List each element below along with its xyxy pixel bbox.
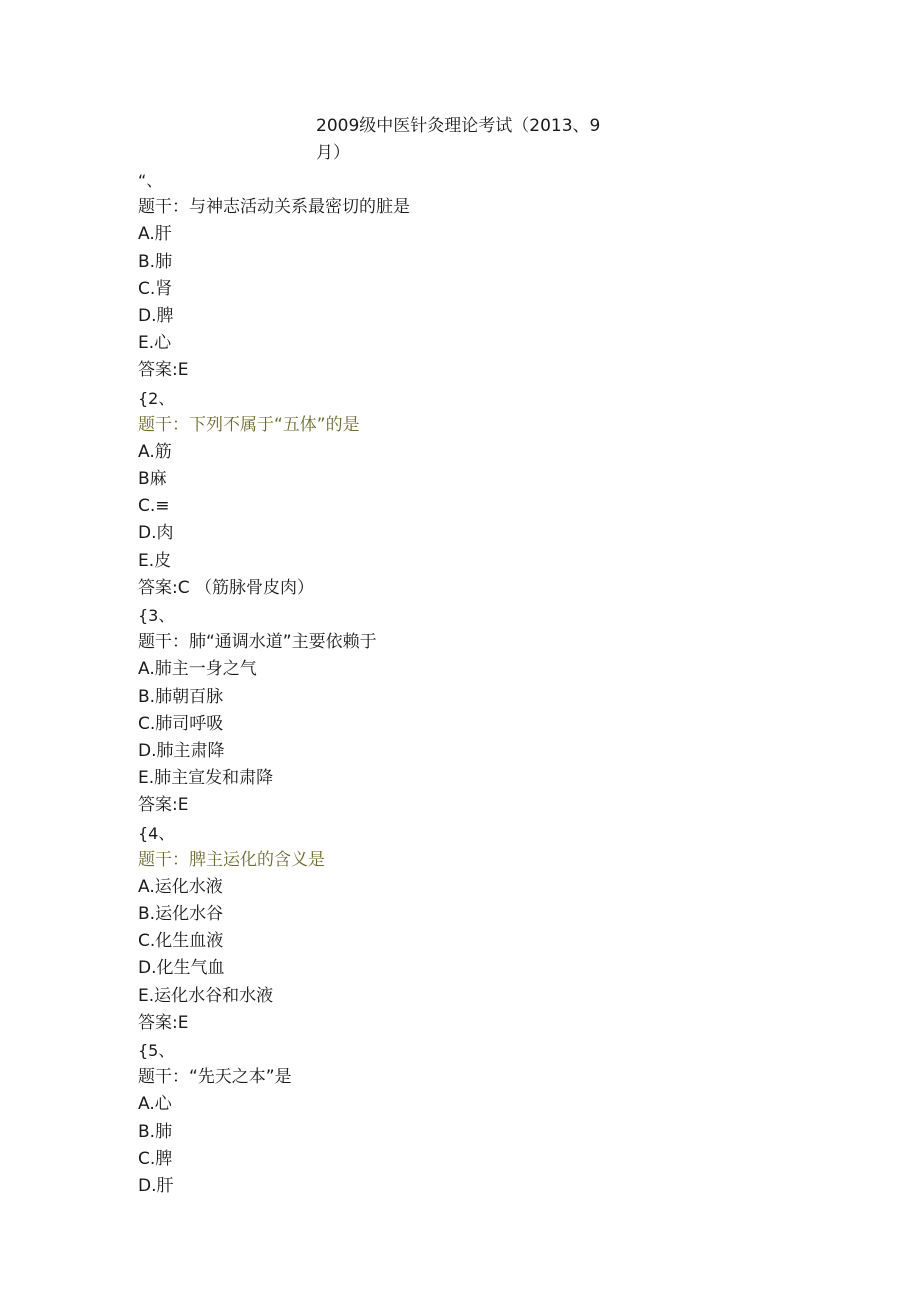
question-list — [138, 167, 758, 1200]
question-stem: 题干：脾主运化的含义是 — [138, 849, 325, 870]
answer-option: B.肺朝百脉 — [138, 686, 224, 707]
answer-option: C.肺司呼吸 — [138, 713, 224, 734]
answer-key: 答案:E — [138, 795, 189, 816]
question-stem: 题干：与神志活动关系最密切的脏是 — [138, 197, 410, 218]
answer-option: E.运化水谷和水液 — [138, 985, 274, 1006]
question-number: {5、 — [138, 1041, 175, 1060]
question-number: “、 — [138, 171, 163, 190]
answer-option: B.运化水谷 — [138, 904, 224, 925]
answer-option: A.心 — [138, 1094, 172, 1115]
answer-option: E.心 — [138, 333, 172, 354]
answer-option: A.肺主一身之气 — [138, 659, 257, 680]
question-stem: 题干：肺“通调水道”主要依赖于 — [138, 632, 377, 653]
question-number: {2、 — [138, 388, 175, 408]
answer-key: 答案:E — [138, 360, 189, 381]
answer-option: A.肝 — [138, 224, 172, 245]
document-title: 2009级中医针灸理论考试（2013、9月） — [316, 116, 601, 163]
answer-option: D.化生气血 — [138, 958, 225, 979]
answer-option: D.肝 — [138, 1175, 174, 1196]
question-number: {4、 — [138, 823, 175, 843]
answer-option: B.肺 — [138, 251, 173, 272]
answer-option: D.肺主肃降 — [138, 740, 225, 761]
question-stem: 题干：“先天之本”是 — [138, 1067, 292, 1088]
answer-option: C.化生血液 — [138, 931, 224, 952]
answer-option: D.肉 — [138, 523, 174, 544]
answer-option: C.≡ — [138, 496, 170, 517]
answer-option: B麻 — [138, 469, 167, 490]
answer-option: C.脾 — [138, 1148, 173, 1169]
answer-option: D.脾 — [138, 305, 174, 326]
question-number: {3、 — [138, 606, 175, 625]
answer-option: A.运化水液 — [138, 876, 223, 897]
answer-option: E.皮 — [138, 550, 172, 571]
answer-option: E.肺主宣发和肃降 — [138, 768, 274, 789]
answer-option: A.筋 — [138, 441, 172, 462]
answer-option: B.肺 — [138, 1121, 173, 1142]
answer-key: 答案:C （筋脉骨皮肉） — [138, 577, 315, 598]
answer-option: C.肾 — [138, 278, 173, 299]
question-stem: 题干：下列不属于“五体”的是 — [138, 414, 360, 435]
answer-key: 答案:E — [138, 1012, 189, 1033]
